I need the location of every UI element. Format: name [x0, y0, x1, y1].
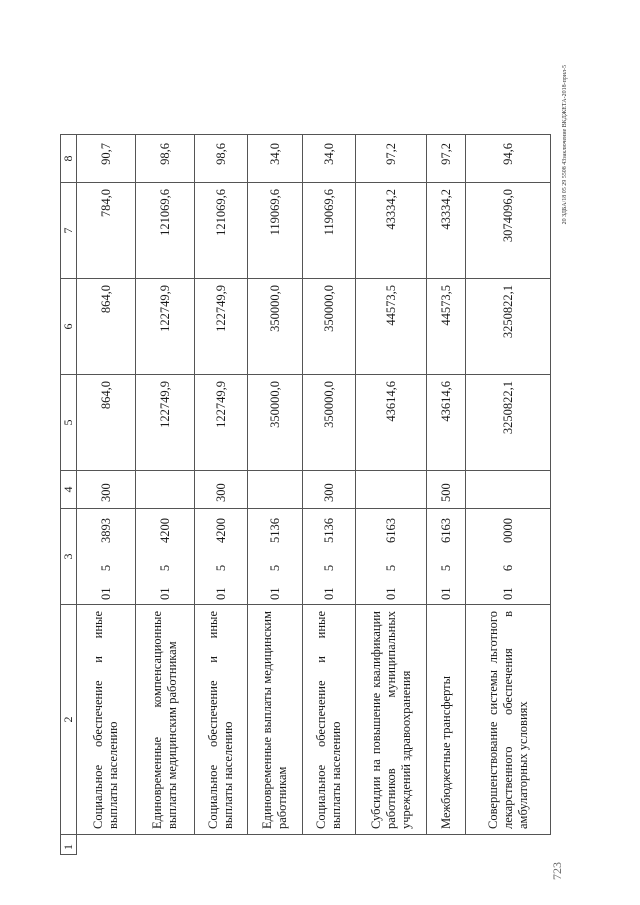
rotated-page: [60, 65, 580, 855]
row-expense-type: [136, 471, 195, 509]
row-col5: 122749,9: [136, 375, 195, 471]
header-col-7: 7: [61, 183, 77, 279]
row-col6: 122749,9: [195, 279, 248, 375]
row-col6: 44573,5: [427, 279, 466, 375]
row-col8: 90,7: [77, 135, 136, 183]
row-name: Социальное обеспечение и иные выплаты населению: [77, 605, 136, 835]
row-name: Совершенствование системы льготного лекарственного обеспечения в амбулаторных условиях: [466, 605, 551, 835]
row-col5: 43614,6: [427, 375, 466, 471]
header-col-3: 3: [61, 509, 77, 605]
row-code: 0155136: [303, 509, 356, 605]
row-expense-type: [356, 471, 427, 509]
header-col-6: 6: [61, 279, 77, 375]
header-row: [61, 135, 77, 855]
header-col-5: 5: [61, 375, 77, 471]
row-col6: 864,0: [77, 279, 136, 375]
table-row: [427, 135, 466, 855]
row-col8: 98,6: [195, 135, 248, 183]
row-code: 0154200: [195, 509, 248, 605]
row-col5: 43614,6: [356, 375, 427, 471]
row-col6: 122749,9: [136, 279, 195, 375]
row-col5: 3250822,1: [466, 375, 551, 471]
table-row: [136, 135, 195, 855]
row-col5: 122749,9: [195, 375, 248, 471]
header-col-1: 1: [61, 835, 77, 855]
budget-table: [60, 134, 551, 855]
row-col5: 350000,0: [248, 375, 303, 471]
table-row: [77, 135, 136, 855]
row-expense-type: [248, 471, 303, 509]
row-name: Единовременные выплаты медицинским работникам: [248, 605, 303, 835]
table-row: [303, 135, 356, 855]
row-expense-type: 300: [303, 471, 356, 509]
row-code: 0160000: [466, 509, 551, 605]
row-col7: 121069,6: [136, 183, 195, 279]
row-expense-type: 500: [427, 471, 466, 509]
row-col8: 94,6: [466, 135, 551, 183]
row-expense-type: 300: [195, 471, 248, 509]
row-code: 0156163: [356, 509, 427, 605]
footer-note: 20 ЗДБА/18 05 29 5508 43заключение ВКДЖЕТА-2018-прил-5: [562, 65, 568, 225]
row-col7: 119069,6: [303, 183, 356, 279]
row-col8: 34,0: [303, 135, 356, 183]
row-col8: 98,6: [136, 135, 195, 183]
row-col8: 34,0: [248, 135, 303, 183]
row-code: 0156163: [427, 509, 466, 605]
header-col-2: 2: [61, 605, 77, 835]
row-col8: 97,2: [427, 135, 466, 183]
row-col7: 121069,6: [195, 183, 248, 279]
row-col7: 43334,2: [356, 183, 427, 279]
row-code: 0155136: [248, 509, 303, 605]
row-expense-type: 300: [77, 471, 136, 509]
row-col6: 3250822,1: [466, 279, 551, 375]
header-col-4: 4: [61, 471, 77, 509]
row-name: Субсидии на повышение квалификации работников муниципальных учреждений здравоохранения: [356, 605, 427, 835]
header-col-8: 8: [61, 135, 77, 183]
row-col5: 350000,0: [303, 375, 356, 471]
row-col6: 350000,0: [248, 279, 303, 375]
row-col6: 350000,0: [303, 279, 356, 375]
table-row: [248, 135, 303, 855]
row-name: Межбюджетные трансферты: [427, 605, 466, 835]
page-number: 723: [550, 862, 564, 880]
row-col6: 44573,5: [356, 279, 427, 375]
row-name: Единовременные компенсационные выплаты медицинским работникам: [136, 605, 195, 835]
row-code: 0154200: [136, 509, 195, 605]
table-row: [466, 135, 551, 855]
row-col7: 119069,6: [248, 183, 303, 279]
row-name: Социальное обеспечение и иные выплаты населению: [303, 605, 356, 835]
table-row: [356, 135, 427, 855]
row-col7: 43334,2: [427, 183, 466, 279]
table-row: [195, 135, 248, 855]
row-col5: 864,0: [77, 375, 136, 471]
row-col7: 784,0: [77, 183, 136, 279]
row-name: Социальное обеспечение и иные выплаты населению: [195, 605, 248, 835]
row-col7: 3074096,0: [466, 183, 551, 279]
row-code: 0153893: [77, 509, 136, 605]
row-col8: 97,2: [356, 135, 427, 183]
row-expense-type: [466, 471, 551, 509]
